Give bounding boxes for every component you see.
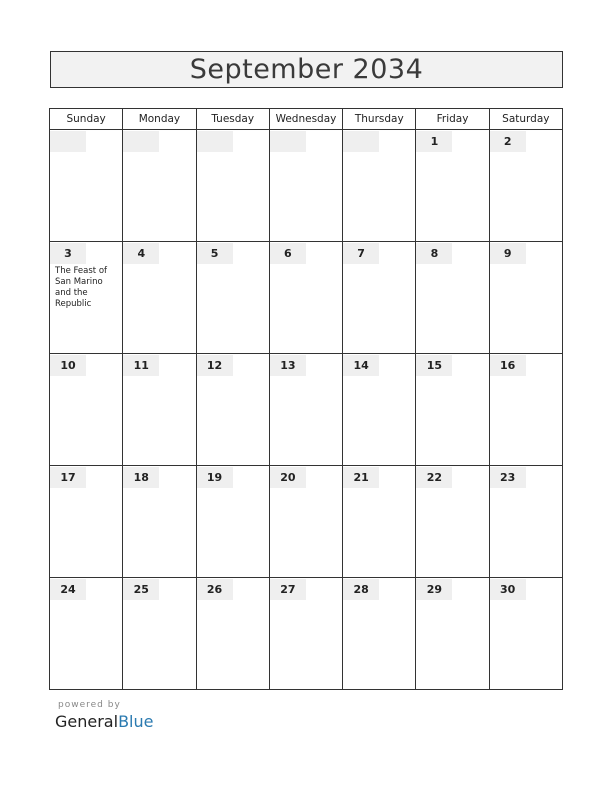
day-cell (269, 354, 342, 466)
day-cell (123, 578, 196, 690)
day-cell (489, 242, 562, 354)
day-cell (489, 354, 562, 466)
calendar-grid (49, 108, 563, 690)
day-number: 23 (490, 467, 526, 488)
day-cell (489, 578, 562, 690)
day-cell (269, 578, 342, 690)
day-number (343, 131, 379, 152)
weekday-wednesday: Wednesday (269, 109, 342, 130)
day-number: 25 (123, 579, 159, 600)
day-number: 24 (50, 579, 86, 600)
day-number: 10 (50, 355, 86, 376)
day-number: 17 (50, 467, 86, 488)
week-row-1 (50, 130, 563, 242)
day-cell (416, 578, 489, 690)
brand-general-text: General (55, 712, 119, 731)
day-number (123, 131, 159, 152)
day-cell (123, 130, 196, 242)
day-cell (50, 130, 123, 242)
weekday-header-row (50, 109, 563, 130)
day-number: 4 (123, 243, 159, 264)
day-number: 3 (50, 243, 86, 264)
day-cell (196, 466, 269, 578)
day-number: 9 (490, 243, 526, 264)
powered-by-label: powered by (58, 700, 121, 710)
brand-blue-text: Blue (118, 712, 154, 731)
day-cell (196, 578, 269, 690)
day-cell (489, 130, 562, 242)
day-cell (343, 466, 416, 578)
weekday-friday: Friday (416, 109, 489, 130)
day-number (50, 131, 86, 152)
day-number: 20 (270, 467, 306, 488)
week-row-5 (50, 578, 563, 690)
day-cell (416, 242, 489, 354)
day-cell (343, 242, 416, 354)
week-row-4 (50, 466, 563, 578)
day-number: 21 (343, 467, 379, 488)
day-cell (343, 130, 416, 242)
day-cell (50, 578, 123, 690)
brand-logo[interactable] (55, 712, 153, 731)
weekday-monday: Monday (123, 109, 196, 130)
day-cell (416, 130, 489, 242)
day-cell (196, 354, 269, 466)
day-cell (123, 466, 196, 578)
day-number: 29 (416, 579, 452, 600)
weekday-tuesday: Tuesday (196, 109, 269, 130)
day-number: 13 (270, 355, 306, 376)
day-number: 15 (416, 355, 452, 376)
day-number: 30 (490, 579, 526, 600)
weekday-sunday: Sunday (50, 109, 123, 130)
day-cell (50, 242, 123, 354)
day-number: 6 (270, 243, 306, 264)
day-number: 18 (123, 467, 159, 488)
day-number: 26 (197, 579, 233, 600)
day-cell (196, 130, 269, 242)
day-number (197, 131, 233, 152)
weekday-saturday: Saturday (489, 109, 562, 130)
day-number: 8 (416, 243, 452, 264)
week-row-2 (50, 242, 563, 354)
day-number (270, 131, 306, 152)
week-row-3 (50, 354, 563, 466)
day-cell (50, 354, 123, 466)
day-number: 2 (490, 131, 526, 152)
day-cell (123, 242, 196, 354)
day-number: 27 (270, 579, 306, 600)
day-cell (269, 130, 342, 242)
day-cell (489, 466, 562, 578)
day-cell (50, 466, 123, 578)
day-cell (123, 354, 196, 466)
day-number: 28 (343, 579, 379, 600)
day-number: 16 (490, 355, 526, 376)
day-number: 7 (343, 243, 379, 264)
day-number: 5 (197, 243, 233, 264)
day-cell (269, 466, 342, 578)
day-number: 11 (123, 355, 159, 376)
day-cell (196, 242, 269, 354)
weekday-thursday: Thursday (343, 109, 416, 130)
day-number: 19 (197, 467, 233, 488)
month-title: September 2034 (50, 51, 563, 88)
day-number: 1 (416, 131, 452, 152)
day-cell (269, 242, 342, 354)
day-number: 14 (343, 355, 379, 376)
day-cell (416, 354, 489, 466)
day-cell (343, 578, 416, 690)
day-number: 22 (416, 467, 452, 488)
day-cell (416, 466, 489, 578)
day-cell (343, 354, 416, 466)
day-number: 12 (197, 355, 233, 376)
holiday-event: The Feast of San Marino and the Republic (55, 266, 108, 309)
